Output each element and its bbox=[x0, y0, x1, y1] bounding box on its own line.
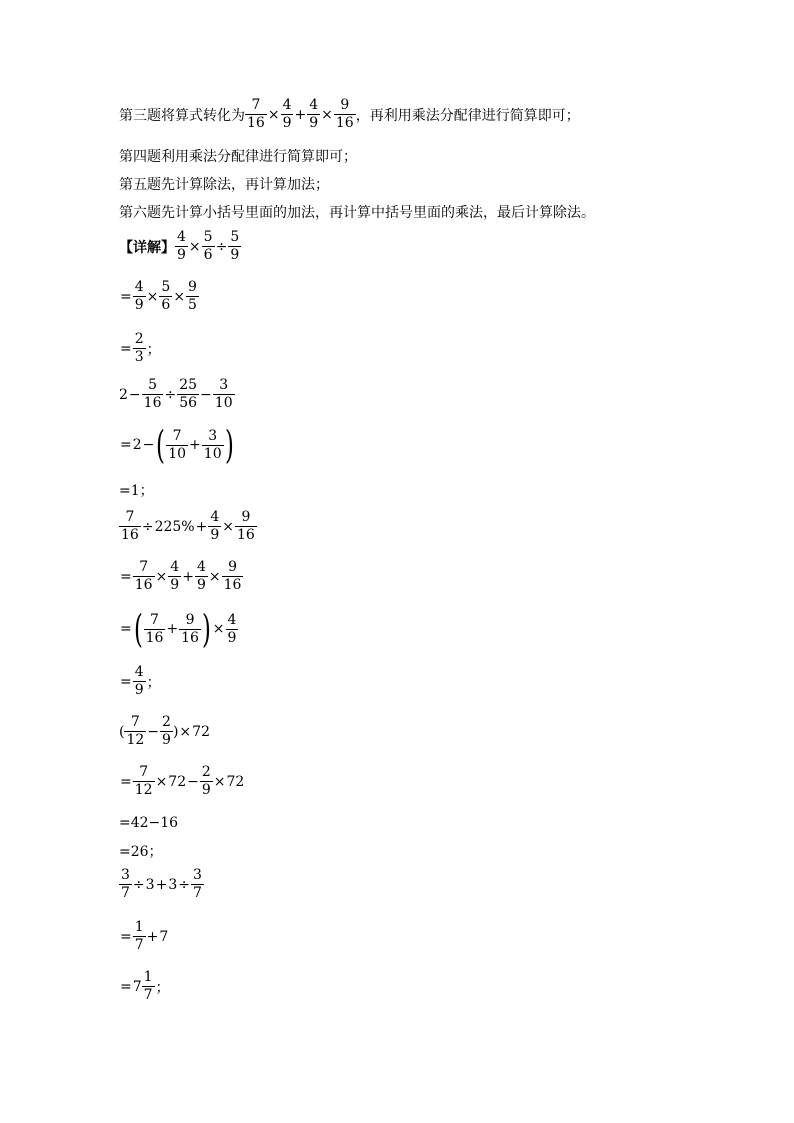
problem-4-step-1: = $\frac{7}{12}$ × 72 − $\frac{2}{9}$ × 72 bbox=[120, 764, 245, 798]
problem-1-step-2: = $\frac{2}{3}$ ； bbox=[120, 331, 161, 365]
times-sign: × bbox=[321, 106, 333, 123]
fraction: $\frac{9}{16}$ bbox=[335, 97, 354, 131]
explanation-line-4: 第四题利用乘法分配律进行简算即可； bbox=[119, 149, 357, 165]
text: ，再利用乘法分配律进行简算即可； bbox=[355, 107, 580, 124]
times-sign: × bbox=[267, 106, 280, 123]
problem-3-step-1: = $\frac{7}{16}$ × $\frac{4}{9}$ + $\frac{4}{9}$ × $\frac{9}{16}$ bbox=[120, 559, 242, 593]
problem-4-expression: ( $\frac{7}{12}$ − $\frac{2}{9}$ ) × 72 bbox=[119, 714, 210, 748]
problem-3-step-3: = $\frac{4}{9}$ ； bbox=[120, 664, 161, 698]
problem-3-expression: $\frac{7}{16}$ ÷ 225% + $\frac{4}{9}$ × $\frac{9}{16}$ bbox=[121, 509, 255, 543]
problem-1-expression: 【详解】 $\frac{4}{9}$ × $\frac{5}{6}$ ÷ $\frac{5}{9}$ bbox=[119, 229, 240, 263]
explanation-line-3 bbox=[119, 98, 580, 131]
fraction: $\frac{4}{9}$ bbox=[282, 97, 292, 131]
fraction: $\frac{7}{16}$ bbox=[247, 97, 265, 131]
mixed-number: 7 $\frac{1}{7}$ bbox=[132, 969, 153, 1003]
plus-sign: + bbox=[294, 106, 307, 123]
problem-5-step-1: = $\frac{1}{7}$ + 7 bbox=[120, 919, 169, 953]
problem-3-step-2: = ( $\frac{7}{16}$ + $\frac{9}{16}$ ) × $\frac{4}{9}$ bbox=[120, 607, 237, 651]
detail-label: 【详解】 bbox=[119, 239, 175, 256]
problem-1-step-1: = $\frac{4}{9}$ × $\frac{5}{6}$ × $\frac{9}{5}$ bbox=[120, 279, 197, 313]
explanation-line-6: 第六题先计算小括号里面的加法，再计算中括号里面的乘法，最后计算除法。 bbox=[119, 205, 595, 221]
text: 第三题将算式转化为 bbox=[119, 107, 245, 124]
problem-2-expression: 2 − $\frac{5}{16}$ ÷ $\frac{25}{56}$ − $\frac{3}{10}$ bbox=[119, 377, 233, 411]
explanation-line-5: 第五题先计算除法，再计算加法； bbox=[119, 177, 329, 193]
problem-5-step-2: = 7 $\frac{1}{7}$ ； bbox=[120, 969, 170, 1003]
problem-2-step-2: =1； bbox=[119, 483, 154, 499]
fraction: $\frac{4}{9}$ bbox=[309, 97, 319, 131]
problem-2-step-1: = 2 − ( $\frac{7}{10}$ + $\frac{3}{10}$ ) bbox=[120, 423, 234, 467]
problem-4-step-2: =42−16 bbox=[119, 815, 179, 831]
problem-4-step-3: =26； bbox=[119, 844, 163, 860]
problem-5-expression: $\frac{3}{7}$ ÷ 3 + 3 ÷ $\frac{3}{7}$ bbox=[121, 867, 202, 901]
